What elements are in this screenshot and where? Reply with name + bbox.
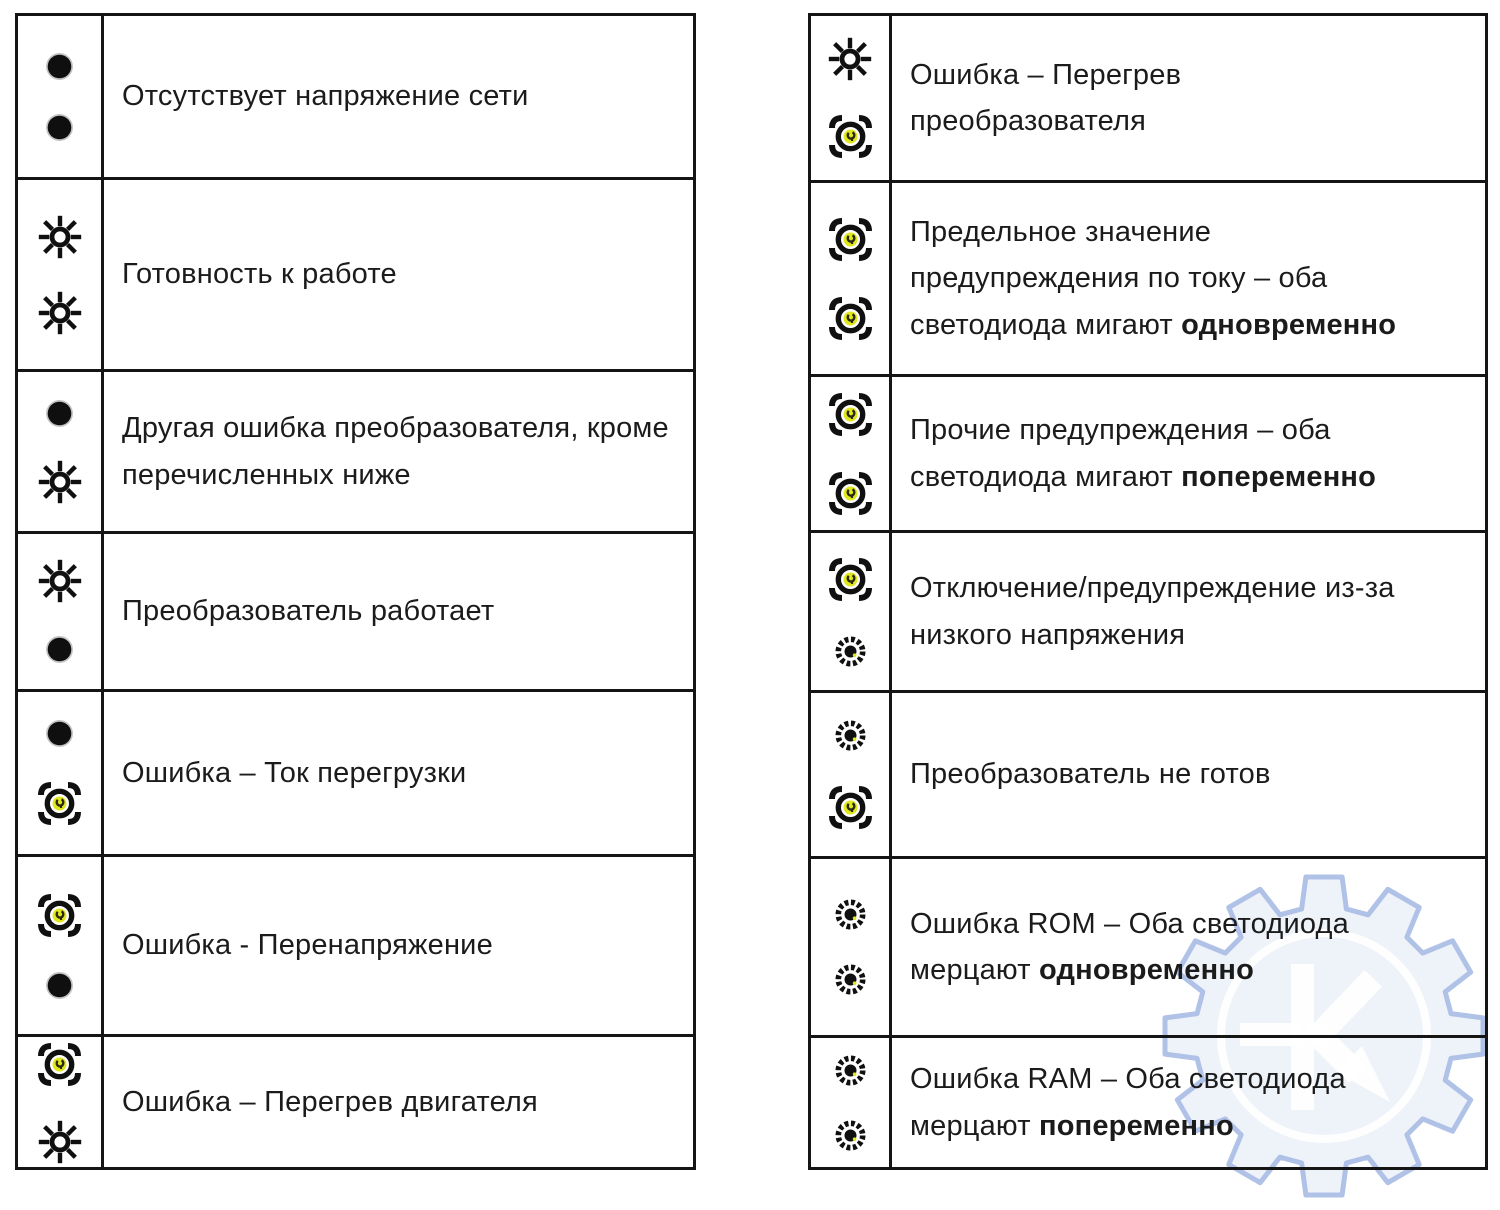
led-state-icons: [811, 533, 892, 690]
table-row: [811, 377, 1485, 533]
table-row: [811, 1038, 1485, 1167]
led-state-description: [104, 692, 693, 854]
led-state-text: Ошибка – Ток перегрузки: [122, 756, 467, 789]
led-on-icon: [827, 36, 873, 82]
led-off-icon: [44, 970, 75, 1001]
led-blink-icon: [826, 215, 875, 264]
led-state-text: Ошибка – Перегрев преобразователя: [910, 58, 1182, 137]
led-flicker-icon: [833, 897, 868, 932]
led-blink-icon: [826, 112, 875, 161]
led-state-icons: [18, 1037, 104, 1167]
led-state-text: Ошибка – Перегрев двигателя: [122, 1085, 538, 1118]
led-state-icons: [18, 534, 104, 689]
led-state-description: [892, 16, 1485, 180]
led-state-icons: [18, 180, 104, 369]
table-row: [18, 534, 693, 692]
table-row: [18, 1037, 693, 1167]
table-row: [18, 180, 693, 372]
led-state-text: Ошибка ROM – Оба светодиода мерцают одновременно: [910, 907, 1349, 986]
led-state-description: [892, 1038, 1485, 1167]
led-state-description: [892, 533, 1485, 690]
led-state-description: [104, 180, 693, 369]
led-state-icons: [18, 857, 104, 1034]
led-state-icons: [811, 859, 892, 1035]
led-off-icon: [44, 398, 75, 429]
led-state-description: [104, 534, 693, 689]
led-state-text: Другая ошибка преобразователя, кроме перечисленных ниже: [122, 412, 669, 491]
led-blink-icon: [35, 779, 84, 828]
led-off-icon: [44, 112, 75, 143]
led-state-text: Предельное значение предупреждения по току – оба светодиода мигают одновременно: [910, 215, 1397, 341]
led-state-description: [104, 1037, 693, 1167]
led-state-icons: [811, 16, 892, 180]
led-state-description: [892, 377, 1485, 530]
led-state-text: Ошибка - Перенапряжение: [122, 929, 493, 962]
led-state-icons: [18, 16, 104, 177]
led-off-icon: [44, 718, 75, 749]
led-state-icons: [811, 1038, 892, 1167]
led-state-description: [104, 857, 693, 1034]
led-off-icon: [44, 634, 75, 665]
table-row: [811, 693, 1485, 859]
led-state-icons: [811, 183, 892, 374]
led-blink-icon: [826, 783, 875, 832]
led-flicker-icon: [833, 718, 868, 753]
led-state-description: [892, 183, 1485, 374]
led-on-icon: [37, 459, 83, 505]
led-flicker-icon: [833, 634, 868, 669]
led-on-icon: [37, 558, 83, 604]
led-state-text: Отключение/предупреждение из-за низкого напряжения: [910, 572, 1395, 651]
led-flicker-icon: [833, 1053, 868, 1088]
led-off-icon: [44, 51, 75, 82]
led-state-text: Преобразователь не готов: [910, 758, 1271, 791]
led-state-icons: [811, 693, 892, 856]
led-state-description: [104, 16, 693, 177]
table-row: [18, 692, 693, 857]
led-status-table-left: [15, 13, 696, 1170]
table-row: [811, 859, 1485, 1038]
led-blink-icon: [826, 555, 875, 604]
led-blink-icon: [35, 1040, 84, 1089]
led-on-icon: [37, 214, 83, 260]
led-blink-icon: [35, 891, 84, 940]
led-state-description: [104, 372, 693, 531]
table-row: [811, 183, 1485, 377]
led-state-text: Отсутствует напряжение сети: [122, 80, 529, 113]
led-status-table-right: [808, 13, 1488, 1170]
led-state-icons: [18, 372, 104, 531]
table-row: [18, 16, 693, 180]
led-flicker-icon: [833, 962, 868, 997]
led-state-text: Прочие предупреждения – оба светодиода мигают попеременно: [910, 414, 1377, 493]
led-state-text: Ошибка RAM – Оба светодиода мерцают попеременно: [910, 1063, 1346, 1142]
led-state-description: [892, 859, 1485, 1035]
table-row: [18, 857, 693, 1037]
led-state-description: [892, 693, 1485, 856]
led-blink-icon: [826, 294, 875, 343]
table-row: [18, 372, 693, 534]
led-state-icons: [811, 377, 892, 530]
led-on-icon: [37, 1119, 83, 1165]
led-blink-icon: [826, 390, 875, 439]
led-state-text: Готовность к работе: [122, 258, 397, 291]
table-row: [811, 533, 1485, 693]
led-state-text: Преобразователь работает: [122, 595, 495, 628]
led-blink-icon: [826, 469, 875, 518]
led-flicker-icon: [833, 1118, 868, 1153]
table-row: [811, 16, 1485, 183]
led-state-icons: [18, 692, 104, 854]
led-on-icon: [37, 290, 83, 336]
